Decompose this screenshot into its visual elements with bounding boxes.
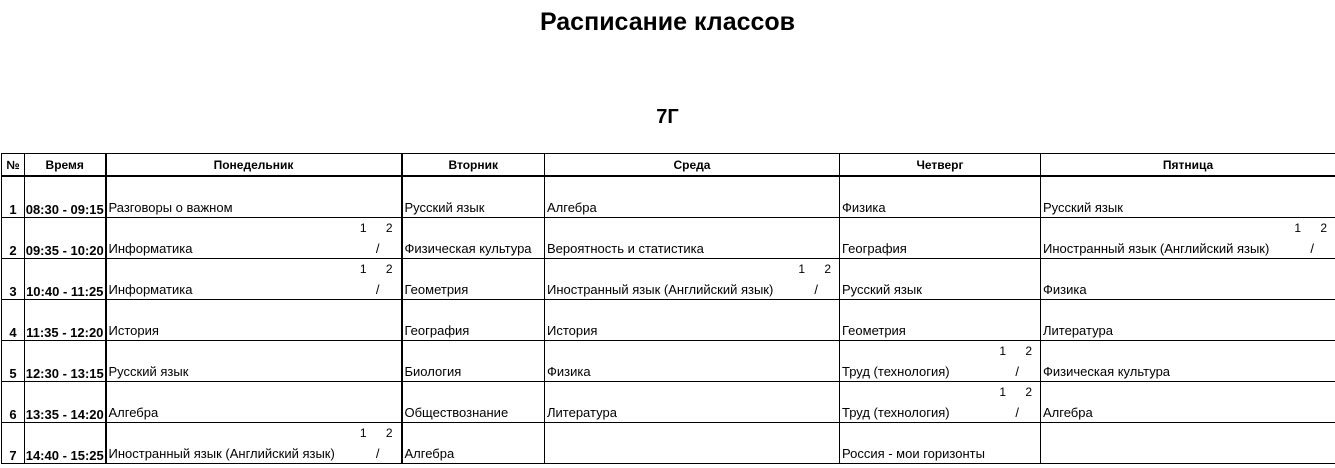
table-row <box>2 423 1335 464</box>
cell-tuesday <box>402 341 545 382</box>
group-2-mark: 2 <box>1025 385 1032 399</box>
group-separator: / <box>375 282 380 297</box>
group-1-mark: 1 <box>1294 221 1301 235</box>
group-1-mark: 1 <box>999 344 1006 358</box>
subject-name: Иностранный язык (Английский язык) <box>547 282 774 297</box>
header-time: Время <box>25 154 106 177</box>
header-thursday: Четверг <box>840 154 1041 177</box>
cell-friday <box>1041 341 1335 382</box>
cell-friday <box>1041 300 1335 341</box>
cell-tuesday <box>402 259 545 300</box>
cell-thursday <box>840 218 1041 259</box>
group-1-mark: 1 <box>798 262 805 276</box>
cell-wednesday <box>545 423 840 464</box>
cell-wednesday <box>545 176 840 218</box>
group-separator: / <box>1015 405 1019 420</box>
cell-friday <box>1041 382 1335 423</box>
cell-thursday <box>840 423 1041 464</box>
cell-tuesday <box>402 382 545 423</box>
cell-monday <box>106 341 402 382</box>
cell-wednesday <box>545 218 840 259</box>
subject-name: Физическая культура <box>404 241 532 256</box>
subject-name: Труд (технология) <box>842 364 950 379</box>
cell-tuesday <box>402 176 545 218</box>
subject-name: Россия - мои горизонты <box>842 446 985 461</box>
lesson-number: 5 <box>2 341 25 382</box>
group-2-mark: 2 <box>824 262 831 276</box>
group-separator: / <box>1310 241 1314 256</box>
header-friday: Пятница <box>1041 154 1335 177</box>
subject-name: Алгебра <box>108 405 159 420</box>
group-1-mark: 1 <box>359 426 367 440</box>
cell-friday <box>1041 176 1335 218</box>
header-row <box>2 154 1335 177</box>
cell-monday <box>106 300 402 341</box>
subject-name: Физика <box>842 200 886 215</box>
subject-name: Русский язык <box>108 364 189 379</box>
subject-name: История <box>547 323 598 338</box>
subject-name: Геометрия <box>404 282 469 297</box>
cell-thursday <box>840 176 1041 218</box>
cell-monday <box>106 423 402 464</box>
subject-name: Алгебра <box>1043 405 1093 420</box>
subject-name: Иностранный язык (Английский язык) <box>1043 241 1270 256</box>
subject-name: Русский язык <box>842 282 922 297</box>
cell-monday <box>106 259 402 300</box>
table-row <box>2 300 1335 341</box>
cell-tuesday <box>402 218 545 259</box>
lesson-time: 08:30 - 09:15 <box>25 176 106 218</box>
group-2-mark: 2 <box>385 262 393 276</box>
subject-name: Литература <box>547 405 617 420</box>
cell-monday <box>106 218 402 259</box>
lesson-time: 09:35 - 10:20 <box>25 218 106 259</box>
cell-monday <box>106 176 402 218</box>
group-separator: / <box>375 241 380 256</box>
class-name: 7Г <box>656 106 679 128</box>
lesson-number: 6 <box>2 382 25 423</box>
cell-wednesday <box>545 341 840 382</box>
subject-name: Труд (технология) <box>842 405 950 420</box>
subject-name: Физика <box>547 364 591 379</box>
subject-name: Литература <box>1043 323 1113 338</box>
cell-monday <box>106 382 402 423</box>
subject-name: Информатика <box>108 241 193 256</box>
schedule-body <box>2 176 1335 464</box>
lesson-time: 14:40 - 15:25 <box>25 423 106 464</box>
subject-name: История <box>108 323 159 338</box>
lesson-number: 3 <box>2 259 25 300</box>
group-separator: / <box>1015 364 1019 379</box>
subject-name: Информатика <box>108 282 193 297</box>
subject-name: Алгебра <box>404 446 455 461</box>
lesson-number: 1 <box>2 176 25 218</box>
cell-tuesday <box>402 423 545 464</box>
group-1-mark: 1 <box>359 262 367 276</box>
cell-thursday <box>840 300 1041 341</box>
group-2-mark: 2 <box>1025 344 1032 358</box>
group-2-mark: 2 <box>1320 221 1327 235</box>
group-1-mark: 1 <box>999 385 1006 399</box>
cell-wednesday <box>545 382 840 423</box>
header-monday: Понедельник <box>106 154 402 177</box>
cell-thursday <box>840 382 1041 423</box>
subject-name: Биология <box>404 364 462 379</box>
table-row <box>2 176 1335 218</box>
lesson-number: 4 <box>2 300 25 341</box>
group-separator: / <box>814 282 818 297</box>
subject-name: География <box>842 241 907 256</box>
group-separator: / <box>375 446 380 461</box>
cell-wednesday <box>545 300 840 341</box>
header-tuesday: Вторник <box>402 154 545 177</box>
subject-name: Разговоры о важном <box>108 200 233 215</box>
subject-name: Геометрия <box>842 323 906 338</box>
lesson-time: 12:30 - 13:15 <box>25 341 106 382</box>
group-2-mark: 2 <box>385 221 393 235</box>
group-1-mark: 1 <box>359 221 367 235</box>
subject-name: Вероятность и статистика <box>547 241 704 256</box>
header-wednesday: Среда <box>545 154 840 177</box>
schedule-table <box>1 153 1335 464</box>
subject-name: Физическая культура <box>1043 364 1171 379</box>
cell-friday <box>1041 423 1335 464</box>
cell-thursday <box>840 341 1041 382</box>
cell-wednesday <box>545 259 840 300</box>
header-num: № <box>2 154 25 177</box>
cell-friday <box>1041 218 1335 259</box>
subject-name: Иностранный язык (Английский язык) <box>108 446 335 461</box>
subject-name: География <box>404 323 470 338</box>
table-row <box>2 341 1335 382</box>
group-2-mark: 2 <box>385 426 393 440</box>
subject-name: Алгебра <box>547 200 597 215</box>
cell-friday <box>1041 259 1335 300</box>
lesson-number: 2 <box>2 218 25 259</box>
page-title: Расписание классов <box>539 8 796 36</box>
lesson-time: 11:35 - 12:20 <box>25 300 106 341</box>
lesson-number: 7 <box>2 423 25 464</box>
subject-name: Русский язык <box>1043 200 1123 215</box>
cell-tuesday <box>402 300 545 341</box>
table-row <box>2 218 1335 259</box>
lesson-time: 13:35 - 14:20 <box>25 382 106 423</box>
subject-name: Русский язык <box>404 200 485 215</box>
subject-name: Обществознание <box>404 405 509 420</box>
table-row <box>2 382 1335 423</box>
cell-thursday <box>840 259 1041 300</box>
subject-name: Физика <box>1043 282 1087 297</box>
lesson-time: 10:40 - 11:25 <box>25 259 106 300</box>
table-row <box>2 259 1335 300</box>
